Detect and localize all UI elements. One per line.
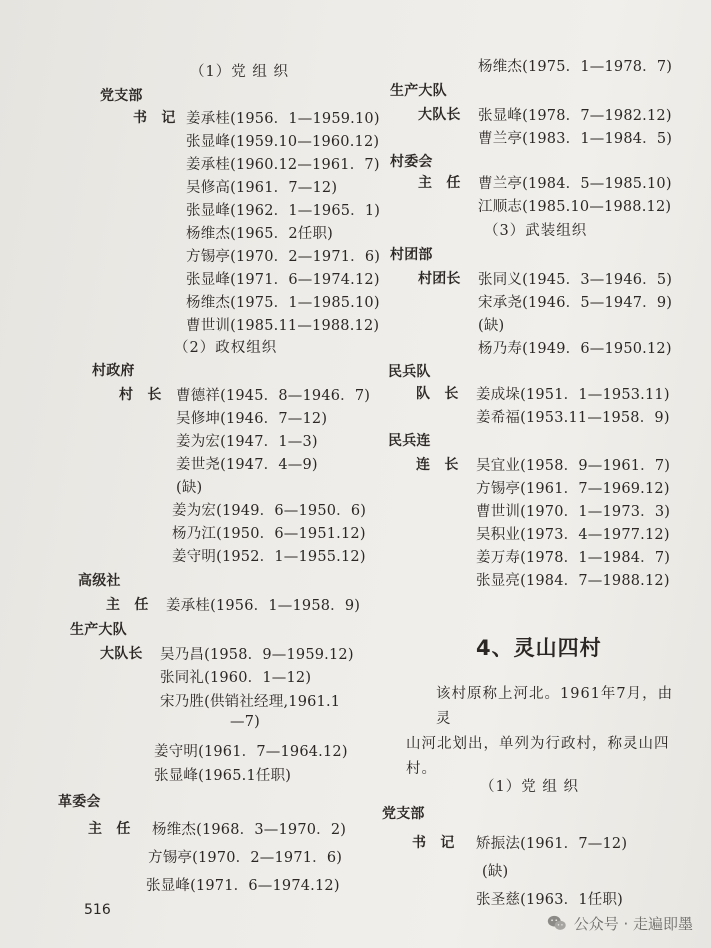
entry-company-head: 方锡亭(1961．7—1969.12) xyxy=(476,481,670,497)
entry-secretary: 吴修高(1961．7—12) xyxy=(186,180,338,196)
entry-continued: 杨维杰(1975．1—1978．7) xyxy=(478,59,673,75)
entry-secretary: 姜承桂(1956．1—1959.10) xyxy=(186,111,380,127)
entry-company-head: 姜万寿(1978．1—1984．7) xyxy=(476,550,671,566)
entry-brigade-head: —7) xyxy=(230,714,260,730)
label-director: 主 任 xyxy=(418,175,461,191)
heading-party-branch: 党支部 xyxy=(100,88,143,104)
entry-regiment-head: (缺) xyxy=(478,318,505,334)
entry-village-head: 曹德祥(1945．8—1946．7) xyxy=(176,388,371,404)
paragraph-line: 该村原称上河北。1961年7月，由灵 xyxy=(436,686,674,727)
heading-production-brigade: 生产大队 xyxy=(390,83,447,99)
entry-secretary: 张显峰(1959.10—1960.12) xyxy=(186,134,380,150)
heading-party-branch: 党支部 xyxy=(382,806,425,822)
entry-secretary: 杨维杰(1975．1—1985.10) xyxy=(186,295,380,311)
entry-regiment-head: 宋承尧(1946．5—1947．9) xyxy=(478,295,673,311)
entry-team-head: 姜成垛(1951．1—1953.11) xyxy=(476,387,670,403)
entry-village-head: 姜为宏(1947．1—3) xyxy=(176,434,318,450)
entry-brigade-head: 张同礼(1960．1—12) xyxy=(160,670,312,686)
page-number: 516 xyxy=(84,902,111,918)
label-secretary: 书 记 xyxy=(412,835,455,851)
entry-brigade-head: 姜守明(1961．7—1964.12) xyxy=(154,744,348,760)
entry-brigade-head: 张显峰(1965.1任职) xyxy=(154,768,292,784)
section-title-armed: （3）武装组织 xyxy=(484,223,588,239)
watermark xyxy=(546,912,693,934)
heading-rev-committee: 革委会 xyxy=(58,794,101,810)
entry-company-head: 吴宜业(1958．9—1961．7) xyxy=(476,458,671,474)
heading-village-regiment: 村团部 xyxy=(390,247,433,263)
watermark-text: 公众号 · 走遍即墨 xyxy=(573,914,693,933)
entry-village-head: 吴修坤(1946．7—12) xyxy=(176,411,328,427)
heading-advanced-coop: 高级社 xyxy=(78,573,121,589)
entry-coop-director: 姜承桂(1956．1—1958．9) xyxy=(166,598,361,614)
label-regiment-head: 村团长 xyxy=(418,271,461,287)
heading-militia-company: 民兵连 xyxy=(388,433,431,449)
entry-secretary: (缺) xyxy=(482,864,509,880)
label-company-head: 连 长 xyxy=(416,457,459,473)
heading-village-gov: 村政府 xyxy=(92,363,135,379)
wechat-icon xyxy=(546,912,568,934)
label-village-head: 村 长 xyxy=(119,387,162,403)
entry-brigade-head: 曹兰亭(1983．1—1984．5) xyxy=(478,131,673,147)
entry-secretary: 张圣慈(1963．1任职) xyxy=(476,892,624,908)
entry-secretary: 方锡亭(1970．2—1971．6) xyxy=(186,249,381,265)
intro-paragraph xyxy=(406,682,686,782)
entry-rev-director: 张显峰(1971．6—1974.12) xyxy=(146,878,340,894)
entry-team-head: 姜希福(1953.11—1958．9) xyxy=(476,410,670,426)
entry-village-head: 姜守明(1952．1—1955.12) xyxy=(172,549,366,565)
label-brigade-head: 大队长 xyxy=(418,107,461,123)
label-rev-director: 主 任 xyxy=(88,821,131,837)
entry-brigade-head: 张显峰(1978．7—1982.12) xyxy=(478,108,672,124)
paragraph-line: 山河北划出，单列为行政村，称灵山四 xyxy=(406,736,670,752)
entry-company-head: 吴积业(1973．4—1977.12) xyxy=(476,527,670,543)
entry-village-head: (缺) xyxy=(176,480,203,496)
entry-company-head: 张显亮(1984．7—1988.12) xyxy=(476,573,670,589)
label-secretary: 书 记 xyxy=(133,110,176,126)
entry-village-head: 姜为宏(1949．6—1950．6) xyxy=(172,503,367,519)
entry-village-head: 杨乃江(1950．6—1951.12) xyxy=(172,526,366,542)
entry-brigade-head: 宋乃胜(供销社经理,1961.1 xyxy=(160,694,341,710)
heading-militia-team: 民兵队 xyxy=(388,364,431,380)
entry-rev-director: 杨维杰(1968．3—1970．2) xyxy=(152,822,347,838)
entry-rev-director: 方锡亭(1970．2—1971．6) xyxy=(148,850,343,866)
entry-secretary: 张显峰(1971．6—1974.12) xyxy=(186,272,380,288)
section-title-party: （1）党 组 织 xyxy=(190,64,289,80)
entry-secretary: 曹世训(1985.11—1988.12) xyxy=(186,318,380,334)
label-team-head: 队 长 xyxy=(416,386,459,402)
entry-secretary: 矫振法(1961．7—12) xyxy=(476,836,628,852)
heading-village-committee: 村委会 xyxy=(390,154,433,170)
label-coop-director: 主 任 xyxy=(106,597,149,613)
label-brigade-head: 大队长 xyxy=(100,646,143,662)
entry-secretary: 张显峰(1962．1—1965．1) xyxy=(186,203,381,219)
entry-secretary: 杨维杰(1965．2任职) xyxy=(186,226,334,242)
section-title-government: （2）政权组织 xyxy=(174,340,278,356)
entry-village-head: 姜世尧(1947．4—9) xyxy=(176,457,318,473)
entry-regiment-head: 杨乃寿(1949．6—1950.12) xyxy=(478,341,672,357)
entry-brigade-head: 吴乃昌(1958．9—1959.12) xyxy=(160,647,354,663)
entry-director: 曹兰亭(1984．5—1985.10) xyxy=(478,176,672,192)
section-title-party: （1）党 组 织 xyxy=(480,779,579,795)
entry-secretary: 姜承桂(1960.12—1961．7) xyxy=(186,157,380,173)
heading-production-brigade: 生产大队 xyxy=(70,622,127,638)
chapter-title: 4、灵山四村 xyxy=(476,636,602,660)
entry-director: 江顺志(1985.10—1988.12) xyxy=(478,199,672,215)
paragraph-line: 村。 xyxy=(406,761,437,777)
entry-company-head: 曹世训(1970．1—1973．3) xyxy=(476,504,671,520)
entry-regiment-head: 张同义(1945．3—1946．5) xyxy=(478,272,673,288)
